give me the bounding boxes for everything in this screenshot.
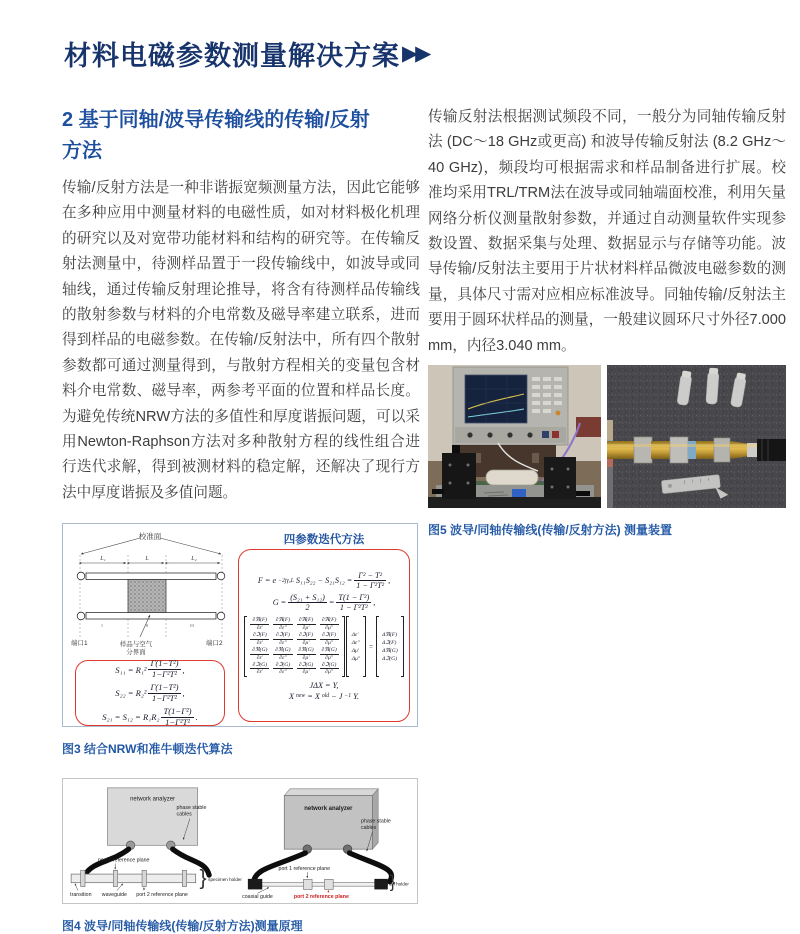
section2-label: II <box>146 623 149 628</box>
eq-term: X <box>289 692 294 701</box>
eq-term: , <box>373 598 375 607</box>
eq-term: S₂₂ = R₂² <box>115 688 146 698</box>
eq-term: Γ(1−T²) <box>148 659 180 670</box>
bracket-right <box>363 616 366 676</box>
eq-exponent: −2jγ₀L <box>278 578 294 584</box>
matrix-cell: $\frac{\text{∂ℜ(F)}}{\partial\varepsilon''}$ <box>273 617 292 631</box>
eq-term: 1 − Γ²T² <box>336 603 371 612</box>
eq-fraction <box>148 659 180 680</box>
eq-exponent: −1 <box>344 693 351 699</box>
page-title-text: 材料电磁参数测量解决方案 <box>64 34 400 73</box>
equation-s21 <box>102 707 197 728</box>
section-heading-line2: 方法 <box>62 136 420 167</box>
interface-label-line1: 样品与空气 <box>120 639 153 648</box>
phase-stable-label-line1: phase stable <box>361 818 391 824</box>
eq-term: S₂₁ = S₁₂ = R₁R₂ <box>102 712 159 722</box>
equation-G <box>273 593 376 613</box>
vector-cell: Δℑ(F) <box>382 640 398 646</box>
specimen-holder-label: specimen holder <box>208 877 242 882</box>
equation-s11 <box>115 659 184 680</box>
page-title <box>64 34 428 73</box>
network-analyzer-box <box>284 795 372 849</box>
dim-l1-label: L₁ <box>99 556 105 562</box>
eq-term: 1−Γ²T² <box>148 694 180 704</box>
network-analyzer-label: network analyzer <box>130 796 175 802</box>
waveguide-cylinder <box>486 470 538 485</box>
coaxial-guide-label: coaxial guide <box>242 894 273 900</box>
dim-l2-label: L₂ <box>190 556 196 562</box>
waveguide-bar <box>71 874 196 883</box>
fig5-photo-coaxial-airline <box>607 365 786 508</box>
figure3-box <box>62 523 418 727</box>
eq-term: Γ² − T² <box>354 571 386 581</box>
eq-fraction <box>336 593 371 613</box>
figure4-box <box>62 778 418 904</box>
jacobian-matrix-equation <box>244 616 403 676</box>
vector-cell: Δℑ(G) <box>382 656 398 662</box>
eq-term: 2 <box>288 603 327 612</box>
eq-exponent: old <box>322 693 329 699</box>
figure3-caption: 图3 结合NRW和准牛顿迭代算法 <box>62 740 420 757</box>
nrw-equations-box <box>75 660 225 726</box>
coax-line <box>252 882 384 885</box>
cable <box>349 853 391 882</box>
fig5-photo-waveguide-setup <box>428 365 601 508</box>
y-vector-cells <box>380 631 400 663</box>
coax-connector <box>248 879 262 890</box>
holder-brace: } <box>390 871 396 891</box>
eq-fraction <box>288 593 327 613</box>
eq-term: G = <box>273 598 287 607</box>
iterative-method-title: 四参数迭代方法 <box>284 531 365 547</box>
equation-F <box>258 571 390 591</box>
eq-term: F = e <box>258 576 276 585</box>
figure4-waveguide-diagram <box>69 784 240 899</box>
port2-ref-label: port 2 reference plane <box>136 892 188 898</box>
figure5-photos <box>428 365 786 508</box>
figure3-left-panel <box>67 529 233 722</box>
section-heading <box>62 105 420 167</box>
right-body-paragraph: 传输反射法根据测试频段不同，一般分为同轴传输反射法 (DC～18 GHz或更高) 和波导传输反射法 (8.2 GHz～40 GHz)，频段均可根据需求和样品制备进行扩展。校准均采用TRL/TRM法在波导或同轴端面校准，利用矢量网络分析仪测量散射参数，并通过自动测量软件实现参数设置、数据采集与处理、数据显示与存储等功能。波导传输/反射法主要用于片状材料样品微波电磁参数的测量，具体尺寸需对应相应标准波导。同轴传输/反射法主要用于圆环状样品的测量，一般建议圆环尺寸外径7.000 mm，内径3.040 mm。 <box>428 105 786 359</box>
reference-component <box>325 879 334 889</box>
matrix-cell: $\frac{\text{∂ℜ(F)}}{\partial\mu'}$ <box>297 617 316 631</box>
network-analyzer-instrument <box>453 367 568 445</box>
eq-term: = <box>329 598 335 607</box>
left-body-paragraph: 传输/反射方法是一种非谐振宽频测量方法，因此它能够在多种应用中测量材料的电磁性质，如对材料极化机理的研究以及对宽带功能材料和结构的研究等。在传输反射法测量中，待测样品置于一段传输线中，如波导或同轴线，通过传输反射理论推导，将含有待测样品传输线的散射参数与材料的介电常数及磁导率建立联系，进而得到样品的电磁参数。在传输/反射法中，所有四个散射参数都可通过测量得到，与散射方程相关的变量包含材料介电常数、磁导率，两参考平面的位置和样品长度。为避免传统NRW方法的多值性和厚度谐振问题，可以采用Newton-Raphson方法对多种散射方程的线性组合进行迭代求解，得到被测材料的稳定解，还解决了现行方法中厚度谐振及多值问题。 <box>62 176 420 506</box>
matrix-cell: $\frac{\text{∂ℜ(F)}}{\partial\varepsilon'}$ <box>250 617 269 631</box>
eq-term: S₁₁S₂₂ − S₂₁S₁₂ = <box>296 576 352 585</box>
vector-cell: Δε″ <box>352 640 360 646</box>
eq-term: = X <box>307 692 320 701</box>
figure4-caption: 图4 波导/同轴传输线(传输/反射方法)测量原理 <box>62 917 420 934</box>
figure5-caption: 图5 波导/同轴传输线(传输/反射方法) 测量装置 <box>428 521 786 538</box>
iterative-equations-box <box>238 549 410 722</box>
dim-l-label: L <box>144 556 149 562</box>
transition-label: transition <box>70 892 91 898</box>
sample-region <box>128 580 166 613</box>
matrix-cell: $\frac{\text{∂ℑ(F)}}{\partial\mu''}$ <box>320 632 339 646</box>
vector-cell: Δℜ(G) <box>382 648 398 654</box>
bottom-conductor <box>77 612 225 620</box>
eq-term: T(1−Γ²) <box>161 707 193 718</box>
matrix-cell: $\frac{\text{∂ℜ(G)}}{\partial\mu''}$ <box>320 647 339 661</box>
interface-label-line2: 分界面 <box>126 647 146 656</box>
vector-cell: Δμ′ <box>352 648 360 654</box>
matrix-cell: $\frac{\text{∂ℑ(F)}}{\partial\varepsilon''}$ <box>273 632 292 646</box>
blue-clamp <box>512 489 526 497</box>
eq-term: , <box>183 665 185 675</box>
bracket-left <box>346 616 349 676</box>
matrix-cell: $\frac{\text{∂ℑ(G)}}{\partial\varepsilon''}$ <box>273 662 292 676</box>
matrix-cell: $\frac{\text{∂ℜ(G)}}{\partial\varepsilon''}$ <box>273 647 292 661</box>
section-heading-line1: 2 基于同轴/波导传输线的传输/反射 <box>62 105 420 136</box>
eq-term: Γ(1−T²) <box>148 683 180 694</box>
eq-term: Y. <box>353 692 359 701</box>
title-arrows-icon: ▶▶ <box>402 41 428 66</box>
eq-term: − J <box>331 692 342 701</box>
eq-fraction <box>354 571 386 591</box>
matrix-equals-sign: = <box>369 643 373 651</box>
reference-component <box>303 879 312 889</box>
x-vector-cells <box>350 631 362 663</box>
eq-fraction <box>148 683 180 704</box>
port1-label: 端口1 <box>71 638 88 647</box>
waveguide-label: waveguide <box>102 892 127 898</box>
figure3-transmission-line-diagram <box>70 529 230 657</box>
jacobian-cells <box>248 616 340 676</box>
section3-label: III <box>190 623 194 628</box>
matrix-cell: $\frac{\text{∂ℑ(F)}}{\partial\mu'}$ <box>297 632 316 646</box>
eq-term: , <box>183 688 185 698</box>
bracket-right <box>401 616 404 676</box>
eq-exponent: new <box>296 693 305 699</box>
matrix-cell: $\frac{\text{∂ℑ(G)}}{\partial\mu'}$ <box>297 662 316 676</box>
matrix-cell: $\frac{\text{∂ℜ(F)}}{\partial\mu''}$ <box>320 617 339 631</box>
vector-cell: Δℜ(F) <box>382 632 398 638</box>
matrix-cell: $\frac{\text{∂ℑ(F)}}{\partial\varepsilon'}$ <box>250 632 269 646</box>
eq-term: , <box>388 576 390 585</box>
port1-ref-label: port 1 reference plane <box>279 866 331 872</box>
eq-term: 1 − Γ²T² <box>354 581 386 590</box>
matrix-cell: $\frac{\text{∂ℑ(G)}}{\partial\varepsilon'}$ <box>250 662 269 676</box>
left-column <box>62 105 420 934</box>
specimen-holder-label: specimen holder <box>375 881 409 886</box>
eq-term: JΔX = Y, <box>310 681 339 690</box>
phase-stable-label-line2: cables <box>361 825 377 831</box>
eq-term: . <box>196 712 198 722</box>
right-column <box>428 105 786 538</box>
eq-term: S₁₁ = R₁² <box>115 665 146 675</box>
port2-ref-label-red: port 2 reference plane <box>294 894 349 900</box>
matrix-cell: $\frac{\text{∂ℜ(G)}}{\partial\varepsilon'}$ <box>250 647 269 661</box>
figure3-right-panel <box>233 529 413 722</box>
eq-term: 1−Γ²T² <box>148 670 180 680</box>
top-conductor <box>77 572 225 580</box>
matrix-cell: $\frac{\text{∂ℑ(G)}}{\partial\mu''}$ <box>320 662 339 676</box>
figure4-coaxial-diagram <box>240 784 411 899</box>
analyzer-top-face <box>284 789 378 796</box>
bracket-left <box>376 616 379 676</box>
eq-fraction <box>161 707 193 728</box>
edge-color-strip <box>607 420 613 508</box>
equation-xnew <box>289 692 359 701</box>
section1-label: I <box>101 623 102 628</box>
network-analyzer-label: network analyzer <box>304 806 353 812</box>
vector-cell: Δε′ <box>352 632 360 638</box>
port2-label: 端口2 <box>206 638 223 647</box>
eq-term: T(1 − Γ²) <box>336 593 371 603</box>
bracket-left <box>244 616 247 676</box>
equation-jdx <box>310 681 339 690</box>
equation-s22 <box>115 683 184 704</box>
port1-ref-label: port 1 reference plane <box>98 857 150 863</box>
phase-stable-label-line2: cables <box>177 811 193 817</box>
eq-term: 1−Γ²T² <box>161 718 193 728</box>
vector-cell: Δμ″ <box>352 656 360 662</box>
holder-brace: } <box>200 866 207 889</box>
matrix-cell: $\frac{\text{∂ℜ(G)}}{\partial\mu'}$ <box>297 647 316 661</box>
phase-stable-label-line1: phase stable <box>177 805 207 811</box>
bracket-right <box>342 616 345 676</box>
eq-term: (S₂₁ + S₁₂) <box>288 593 327 603</box>
calibration-plane-label: 校准面 <box>139 531 162 541</box>
